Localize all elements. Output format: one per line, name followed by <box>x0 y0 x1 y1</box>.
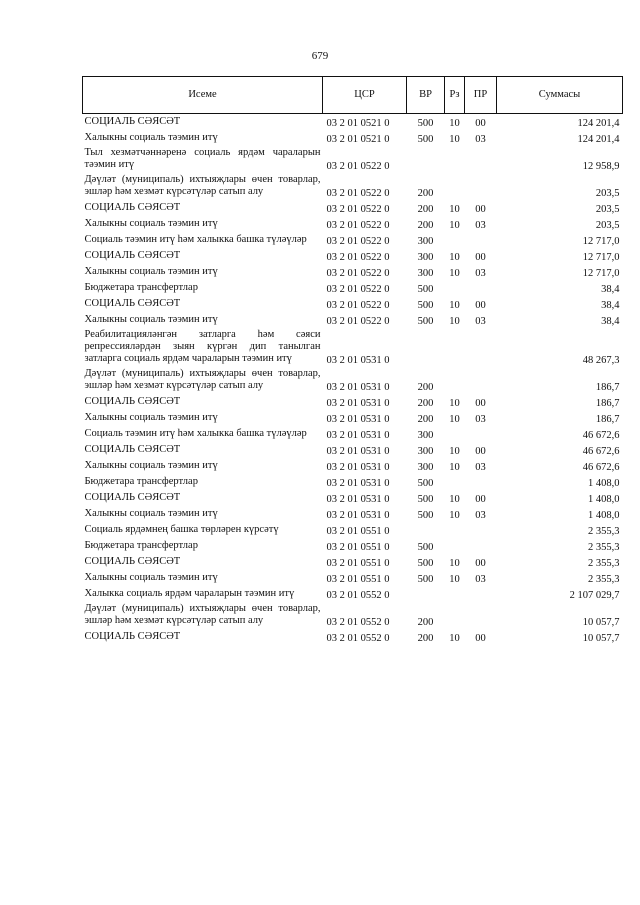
cell-csr: 03 2 01 0551 0 <box>326 557 390 569</box>
column-header-sum: Суммасы <box>497 77 623 114</box>
cell-name: СОЦИАЛЬ СӘЯСӘТ <box>84 395 181 407</box>
cell-vr: 200 <box>417 413 434 425</box>
cell-vr: 300 <box>417 235 434 247</box>
cell-sum: 2 107 029,7 <box>569 589 620 601</box>
cell-name: СОЦИАЛЬ СӘЯСӘТ <box>84 249 181 261</box>
cell-name: Халыкны социаль тәэмин итү <box>84 411 218 423</box>
cell-rz: 10 <box>449 203 460 215</box>
cell-sum: 38,4 <box>601 299 620 311</box>
cell-vr: 200 <box>417 616 434 628</box>
cell-csr: 03 2 01 0531 0 <box>326 445 390 457</box>
table-row <box>83 506 623 522</box>
cell-vr: 500 <box>417 509 434 521</box>
cell-vr: 200 <box>417 203 434 215</box>
table-row <box>83 554 623 570</box>
cell-name: Реабилитацияләнгән затларга һәм сәяси репрессияләрдән зыян күргән дип танылган затларга социаль ярдәм чараларын тәэмин итү <box>84 328 321 364</box>
cell-pr: 00 <box>475 557 486 569</box>
cell-csr: 03 2 01 0521 0 <box>326 117 390 129</box>
cell-pr: 03 <box>475 219 486 231</box>
cell-pr: 03 <box>475 267 486 279</box>
cell-rz: 10 <box>449 493 460 505</box>
table-row <box>83 248 623 264</box>
cell-vr: 500 <box>417 573 434 585</box>
cell-name: Халыкны социаль тәэмин итү <box>84 459 218 471</box>
table-row <box>83 410 623 426</box>
table-row <box>83 538 623 554</box>
cell-rz <box>445 280 465 296</box>
cell-pr: 03 <box>475 413 486 425</box>
cell-rz: 10 <box>449 509 460 521</box>
table-row <box>83 280 623 296</box>
cell-csr: 03 2 01 0531 0 <box>326 381 390 393</box>
cell-csr: 03 2 01 0531 0 <box>326 461 390 473</box>
cell-vr: 500 <box>417 299 434 311</box>
cell-csr: 03 2 01 0522 0 <box>326 315 390 327</box>
table-row <box>83 312 623 328</box>
table-row <box>83 394 623 410</box>
cell-vr: 500 <box>417 541 434 553</box>
cell-name: СОЦИАЛЬ СӘЯСӘТ <box>84 630 181 642</box>
cell-name: СОЦИАЛЬ СӘЯСӘТ <box>84 297 181 309</box>
cell-csr: 03 2 01 0552 0 <box>326 616 390 628</box>
table-row <box>83 146 623 173</box>
cell-vr: 500 <box>417 493 434 505</box>
cell-vr: 300 <box>417 267 434 279</box>
cell-vr: 500 <box>417 315 434 327</box>
cell-rz: 10 <box>449 461 460 473</box>
cell-name: СОЦИАЛЬ СӘЯСӘТ <box>84 443 181 455</box>
cell-sum: 12 717,0 <box>582 251 620 263</box>
cell-csr: 03 2 01 0522 0 <box>326 235 390 247</box>
cell-sum: 46 672,6 <box>582 429 620 441</box>
cell-name: Дәүләт (муниципаль) ихтыяҗлары өчен товарлар, эшләр һәм хезмәт күрсәтүләр сатып алу <box>84 367 321 391</box>
cell-vr: 500 <box>417 133 434 145</box>
cell-pr: 00 <box>475 493 486 505</box>
cell-sum: 38,4 <box>601 283 620 295</box>
cell-csr: 03 2 01 0531 0 <box>326 477 390 489</box>
cell-name: Халыкны социаль тәэмин итү <box>84 131 218 143</box>
column-header-rz: Рз <box>445 77 465 114</box>
table-row <box>83 173 623 200</box>
cell-pr: 00 <box>475 251 486 263</box>
table-row <box>83 426 623 442</box>
cell-rz: 10 <box>449 445 460 457</box>
column-header-csr: ЦСР <box>323 77 407 114</box>
cell-csr: 03 2 01 0522 0 <box>326 251 390 263</box>
cell-vr <box>407 586 445 602</box>
cell-name: Тыл хезмәтчәннәренә социаль ярдәм чараларын тәэмин итү <box>84 146 321 170</box>
cell-csr: 03 2 01 0522 0 <box>326 203 390 215</box>
cell-sum: 38,4 <box>601 315 620 327</box>
cell-csr: 03 2 01 0522 0 <box>326 267 390 279</box>
cell-name: СОЦИАЛЬ СӘЯСӘТ <box>84 491 181 503</box>
cell-rz <box>445 328 465 367</box>
cell-pr: 03 <box>475 461 486 473</box>
cell-rz <box>445 367 465 394</box>
table-row <box>83 458 623 474</box>
cell-sum: 124 201,4 <box>577 133 620 145</box>
cell-rz <box>445 522 465 538</box>
cell-vr <box>407 522 445 538</box>
cell-vr: 200 <box>417 219 434 231</box>
table-row <box>83 264 623 280</box>
cell-pr <box>465 426 497 442</box>
page-number: 679 <box>311 50 329 62</box>
cell-vr: 500 <box>417 477 434 489</box>
cell-vr: 500 <box>417 283 434 295</box>
cell-pr <box>465 474 497 490</box>
cell-name: Халыкны социаль тәэмин итү <box>84 265 218 277</box>
cell-rz <box>445 232 465 248</box>
cell-sum: 2 355,3 <box>588 525 620 537</box>
cell-name: Дәүләт (муниципаль) ихтыяҗлары өчен товарлар, эшләр һәм хезмәт күрсәтүләр сатып алу <box>84 173 321 197</box>
cell-pr: 03 <box>475 509 486 521</box>
cell-sum: 12 717,0 <box>582 235 620 247</box>
cell-rz: 10 <box>449 413 460 425</box>
cell-csr: 03 2 01 0531 0 <box>326 493 390 505</box>
cell-rz <box>445 602 465 629</box>
cell-rz <box>445 538 465 554</box>
cell-csr: 03 2 01 0552 0 <box>326 632 390 644</box>
cell-pr: 00 <box>475 117 486 129</box>
cell-csr: 03 2 01 0531 0 <box>326 397 390 409</box>
cell-name: СОЦИАЛЬ СӘЯСӘТ <box>84 201 181 213</box>
cell-pr <box>465 538 497 554</box>
cell-sum: 1 408,0 <box>588 477 620 489</box>
cell-name: Социаль тәэмин итү һәм халыкка башка түләүләр <box>84 427 307 439</box>
table-row <box>83 602 623 629</box>
cell-name: Социаль ярдәмнең башка төрләрен күрсәтү <box>84 523 279 535</box>
table-row <box>83 232 623 248</box>
table-row <box>83 114 623 130</box>
cell-rz: 10 <box>449 299 460 311</box>
table-body <box>83 114 623 645</box>
table-row <box>83 629 623 645</box>
cell-csr: 03 2 01 0522 0 <box>326 283 390 295</box>
cell-vr: 500 <box>417 117 434 129</box>
cell-rz: 10 <box>449 632 460 644</box>
cell-sum: 12 958,9 <box>582 160 620 172</box>
cell-vr <box>407 146 445 173</box>
cell-vr: 300 <box>417 445 434 457</box>
table-row <box>83 570 623 586</box>
cell-name: Халыкны социаль тәэмин итү <box>84 507 218 519</box>
cell-csr: 03 2 01 0522 0 <box>326 187 390 199</box>
cell-pr <box>465 367 497 394</box>
cell-sum: 10 057,7 <box>582 616 620 628</box>
cell-rz <box>445 426 465 442</box>
cell-sum: 12 717,0 <box>582 267 620 279</box>
cell-rz: 10 <box>449 133 460 145</box>
cell-pr: 00 <box>475 445 486 457</box>
cell-sum: 124 201,4 <box>577 117 620 129</box>
cell-pr: 03 <box>475 315 486 327</box>
table-row <box>83 474 623 490</box>
cell-pr <box>465 586 497 602</box>
cell-sum: 1 408,0 <box>588 509 620 521</box>
cell-csr: 03 2 01 0521 0 <box>326 133 390 145</box>
cell-name: СОЦИАЛЬ СӘЯСӘТ <box>84 555 181 567</box>
cell-name: СОЦИАЛЬ СӘЯСӘТ <box>84 115 181 127</box>
cell-name: Бюджетара трансфертлар <box>84 539 198 551</box>
cell-vr: 500 <box>417 557 434 569</box>
cell-pr <box>465 280 497 296</box>
table-row <box>83 296 623 312</box>
cell-csr: 03 2 01 0531 0 <box>326 429 390 441</box>
table-row <box>83 490 623 506</box>
cell-pr <box>465 522 497 538</box>
cell-rz <box>445 173 465 200</box>
cell-pr: 03 <box>475 573 486 585</box>
cell-vr: 300 <box>417 429 434 441</box>
cell-csr: 03 2 01 0522 0 <box>326 160 390 172</box>
budget-table <box>82 76 623 645</box>
table-row <box>83 328 623 367</box>
cell-pr <box>465 146 497 173</box>
cell-sum: 186,7 <box>595 397 620 409</box>
cell-sum: 46 672,6 <box>582 461 620 473</box>
cell-sum: 203,5 <box>595 219 620 231</box>
cell-rz: 10 <box>449 251 460 263</box>
cell-rz: 10 <box>449 315 460 327</box>
cell-rz: 10 <box>449 117 460 129</box>
table-row <box>83 367 623 394</box>
cell-name: Халыкка социаль ярдәм чараларын тәэмин итү <box>84 587 295 599</box>
cell-name: Халыкны социаль тәэмин итү <box>84 217 218 229</box>
cell-name: Бюджетара трансфертлар <box>84 475 198 487</box>
cell-vr <box>407 328 445 367</box>
cell-rz: 10 <box>449 267 460 279</box>
cell-pr <box>465 232 497 248</box>
cell-pr <box>465 602 497 629</box>
cell-pr: 00 <box>475 397 486 409</box>
cell-sum: 10 057,7 <box>582 632 620 644</box>
cell-rz: 10 <box>449 219 460 231</box>
cell-vr: 200 <box>417 187 434 199</box>
cell-sum: 203,5 <box>595 203 620 215</box>
cell-name: Халыкны социаль тәэмин итү <box>84 313 218 325</box>
cell-csr: 03 2 01 0531 0 <box>326 354 390 366</box>
column-header-name: Исеме <box>83 77 323 114</box>
table-row <box>83 442 623 458</box>
cell-sum: 46 672,6 <box>582 445 620 457</box>
cell-name: Халыкны социаль тәэмин итү <box>84 571 218 583</box>
cell-vr: 200 <box>417 381 434 393</box>
cell-csr: 03 2 01 0552 0 <box>326 589 390 601</box>
cell-sum: 186,7 <box>595 381 620 393</box>
cell-rz <box>445 586 465 602</box>
cell-csr: 03 2 01 0522 0 <box>326 219 390 231</box>
cell-rz: 10 <box>449 397 460 409</box>
column-header-pr: ПР <box>465 77 497 114</box>
table-row <box>83 200 623 216</box>
cell-csr: 03 2 01 0551 0 <box>326 573 390 585</box>
table-row <box>83 216 623 232</box>
cell-csr: 03 2 01 0531 0 <box>326 509 390 521</box>
cell-pr <box>465 173 497 200</box>
table-header <box>83 77 623 114</box>
cell-sum: 48 267,3 <box>582 354 620 366</box>
cell-csr: 03 2 01 0551 0 <box>326 525 390 537</box>
cell-rz: 10 <box>449 557 460 569</box>
cell-name: Бюджетара трансфертлар <box>84 281 198 293</box>
cell-vr: 200 <box>417 632 434 644</box>
cell-rz <box>445 474 465 490</box>
cell-vr: 300 <box>417 251 434 263</box>
cell-csr: 03 2 01 0522 0 <box>326 299 390 311</box>
cell-vr: 300 <box>417 461 434 473</box>
cell-name: Дәүләт (муниципаль) ихтыяҗлары өчен товарлар, эшләр һәм хезмәт күрсәтүләр сатып алу <box>84 602 321 626</box>
cell-pr: 03 <box>475 133 486 145</box>
cell-rz: 10 <box>449 573 460 585</box>
cell-pr: 00 <box>475 299 486 311</box>
table-row <box>83 522 623 538</box>
column-header-vr: ВР <box>407 77 445 114</box>
cell-sum: 2 355,3 <box>588 541 620 553</box>
cell-vr: 200 <box>417 397 434 409</box>
cell-rz <box>445 146 465 173</box>
cell-csr: 03 2 01 0531 0 <box>326 413 390 425</box>
cell-pr: 00 <box>475 203 486 215</box>
cell-sum: 2 355,3 <box>588 573 620 585</box>
cell-csr: 03 2 01 0551 0 <box>326 541 390 553</box>
cell-sum: 203,5 <box>595 187 620 199</box>
cell-sum: 2 355,3 <box>588 557 620 569</box>
table-row <box>83 586 623 602</box>
cell-sum: 1 408,0 <box>588 493 620 505</box>
cell-sum: 186,7 <box>595 413 620 425</box>
cell-name: Социаль тәэмин итү һәм халыкка башка түләүләр <box>84 233 307 245</box>
cell-pr <box>465 328 497 367</box>
cell-pr: 00 <box>475 632 486 644</box>
table-row <box>83 130 623 146</box>
